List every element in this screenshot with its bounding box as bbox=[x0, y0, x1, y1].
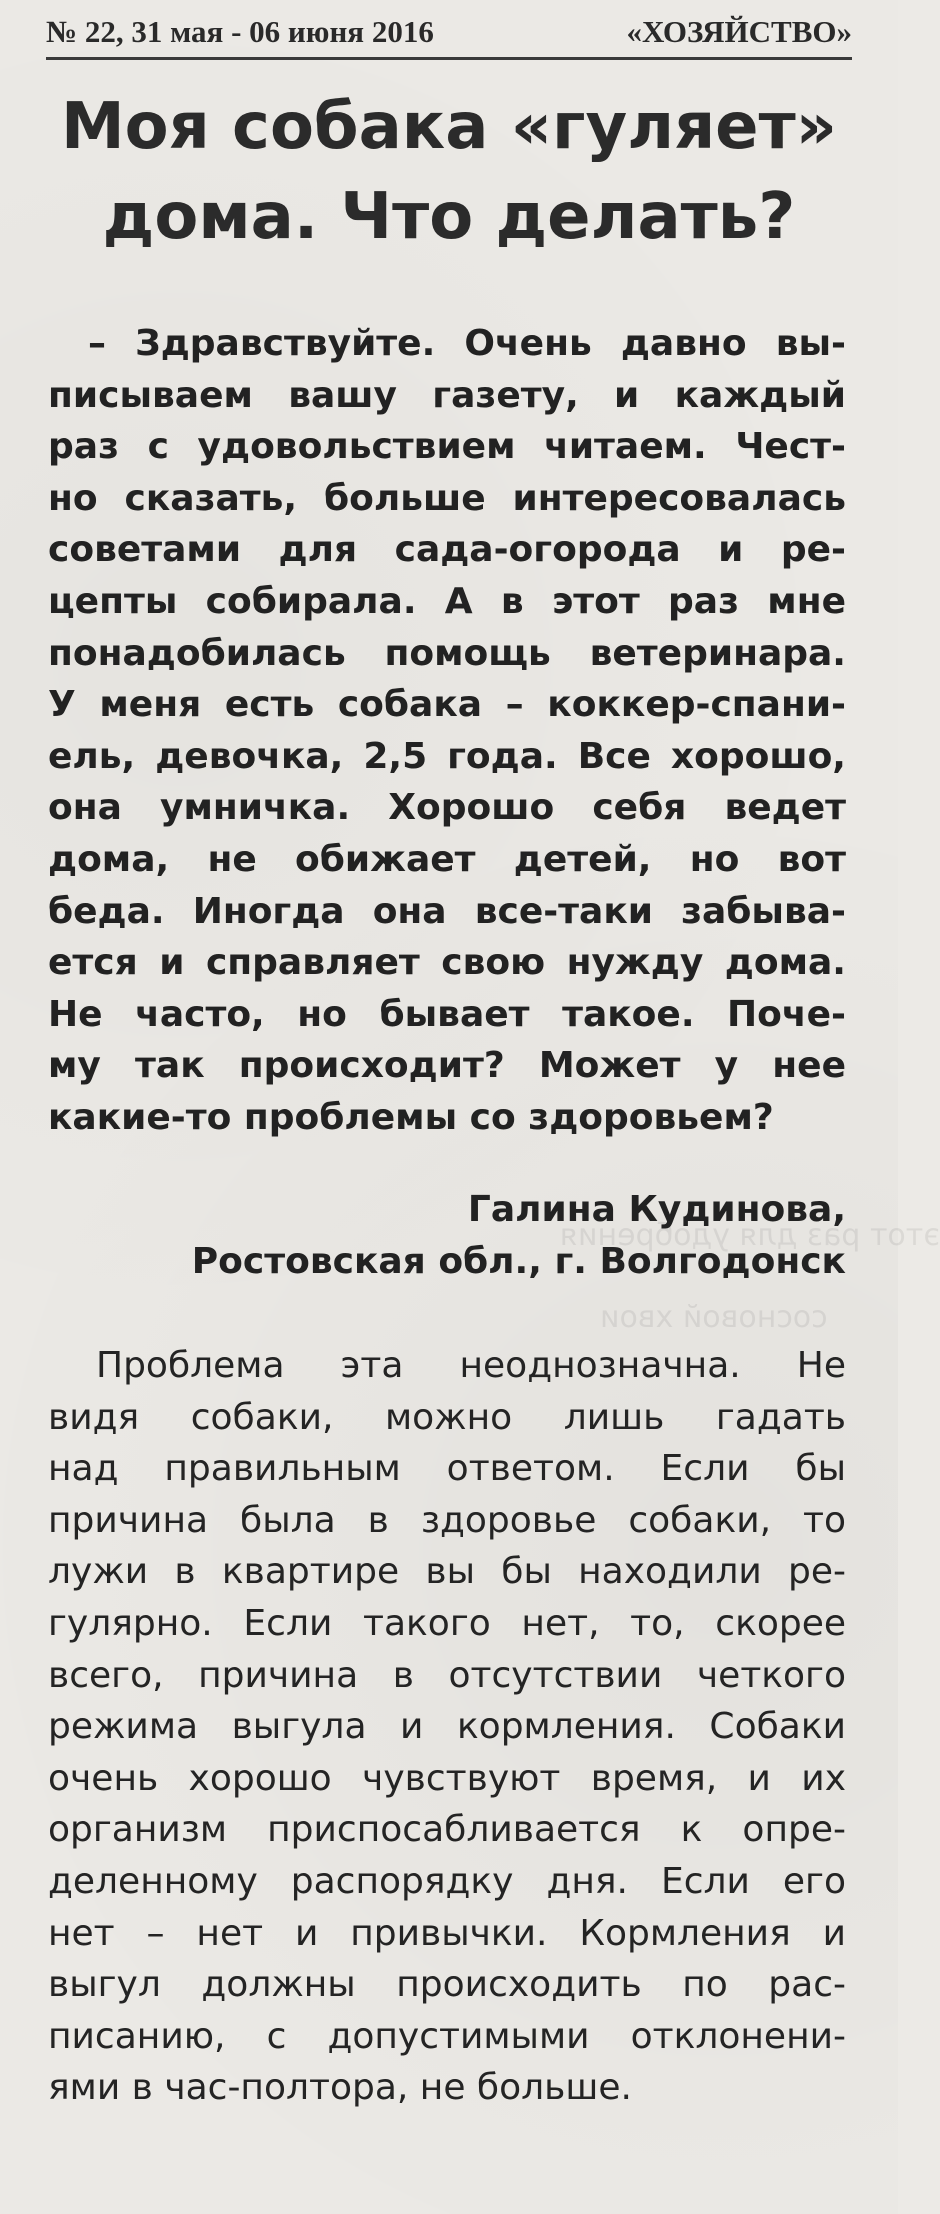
section-title: «ХОЗЯЙСТВО» bbox=[626, 14, 852, 49]
answer-line: лужи в квартире вы бы находили ре- bbox=[48, 1551, 846, 1593]
answer-line: всего, причина в отсутствии четкого bbox=[48, 1654, 846, 1696]
headline-line: Моя собака «гуляет» bbox=[60, 90, 838, 164]
answer-line: писанию, с допустимыми отклонени- bbox=[48, 2015, 846, 2057]
answer-line: деленному распорядку дня. Если его bbox=[48, 1860, 846, 1902]
answer-line: видя собаки, можно лишь гадать bbox=[48, 1396, 846, 1438]
answer-line: над правильным ответом. Если бы bbox=[48, 1448, 846, 1490]
issue-info: № 22, 31 мая - 06 июня 2016 bbox=[46, 14, 434, 49]
answer-line: организм приспосабливается к опре- bbox=[48, 1809, 846, 1851]
letter-line: но сказать, больше интересовалась bbox=[48, 477, 846, 519]
answer-line: выгул должны происходить по рас- bbox=[48, 1964, 846, 2006]
reader-letter bbox=[48, 318, 846, 1144]
answer-line: гулярно. Если такого нет, то, скорее bbox=[48, 1602, 846, 1644]
letter-line: советами для сада-огорода и ре- bbox=[48, 529, 846, 571]
letter-line: раз с удовольствием читаем. Чест- bbox=[48, 426, 846, 468]
expert-answer bbox=[48, 1340, 846, 2114]
masthead bbox=[46, 10, 852, 54]
letter-line: ель, девочка, 2,5 года. Все хорошо, bbox=[48, 735, 846, 777]
letter-line: писываем вашу газету, и каждый bbox=[48, 374, 846, 416]
answer-line: Проблема эта неоднозначна. Не bbox=[96, 1345, 846, 1386]
letter-line: У меня есть собака – коккер-спани- bbox=[48, 684, 846, 726]
answer-line: ями в час-полтора, не больше. bbox=[48, 2067, 632, 2109]
answer-line: нет – нет и привычки. Кормления и bbox=[48, 1912, 846, 1954]
letter-line: му так происходит? Может у нее bbox=[48, 1045, 846, 1087]
letter-signature bbox=[192, 1184, 846, 1287]
headline-line: дома. Что делать? bbox=[102, 180, 796, 254]
answer-line: режима выгула и кормления. Собаки bbox=[48, 1706, 846, 1748]
letter-line: цепты собирала. А в этот раз мне bbox=[48, 580, 846, 622]
bleed-through-text: этот раз для удобрения bbox=[560, 1218, 940, 1253]
letter-line: ется и справляет свою нужду дома. bbox=[48, 942, 846, 984]
letter-line: дома, не обижает детей, но вот bbox=[48, 838, 846, 880]
answer-line: причина была в здоровье собаки, то bbox=[48, 1499, 846, 1541]
letter-line: беда. Иногда она все-таки забыва- bbox=[48, 890, 846, 932]
author-location: Ростовская обл., г. Волгодонск bbox=[191, 1240, 846, 1282]
bleed-through-text: сосновой хвои bbox=[600, 1300, 828, 1335]
article-headline bbox=[30, 82, 868, 262]
masthead-rule bbox=[46, 57, 852, 60]
letter-line: какие-то проблемы со здоровьем? bbox=[48, 1096, 774, 1138]
answer-line: очень хорошо чувствуют время, и их bbox=[48, 1757, 846, 1799]
author-name: Галина Кудинова, bbox=[467, 1189, 846, 1230]
letter-line: – Здравствуйте. Очень давно вы- bbox=[88, 323, 846, 364]
letter-line: Не часто, но бывает такое. Поче- bbox=[48, 993, 846, 1035]
letter-line: понадобилась помощь ветеринара. bbox=[48, 632, 846, 674]
letter-line: она умничка. Хорошо себя ведет bbox=[48, 787, 846, 829]
